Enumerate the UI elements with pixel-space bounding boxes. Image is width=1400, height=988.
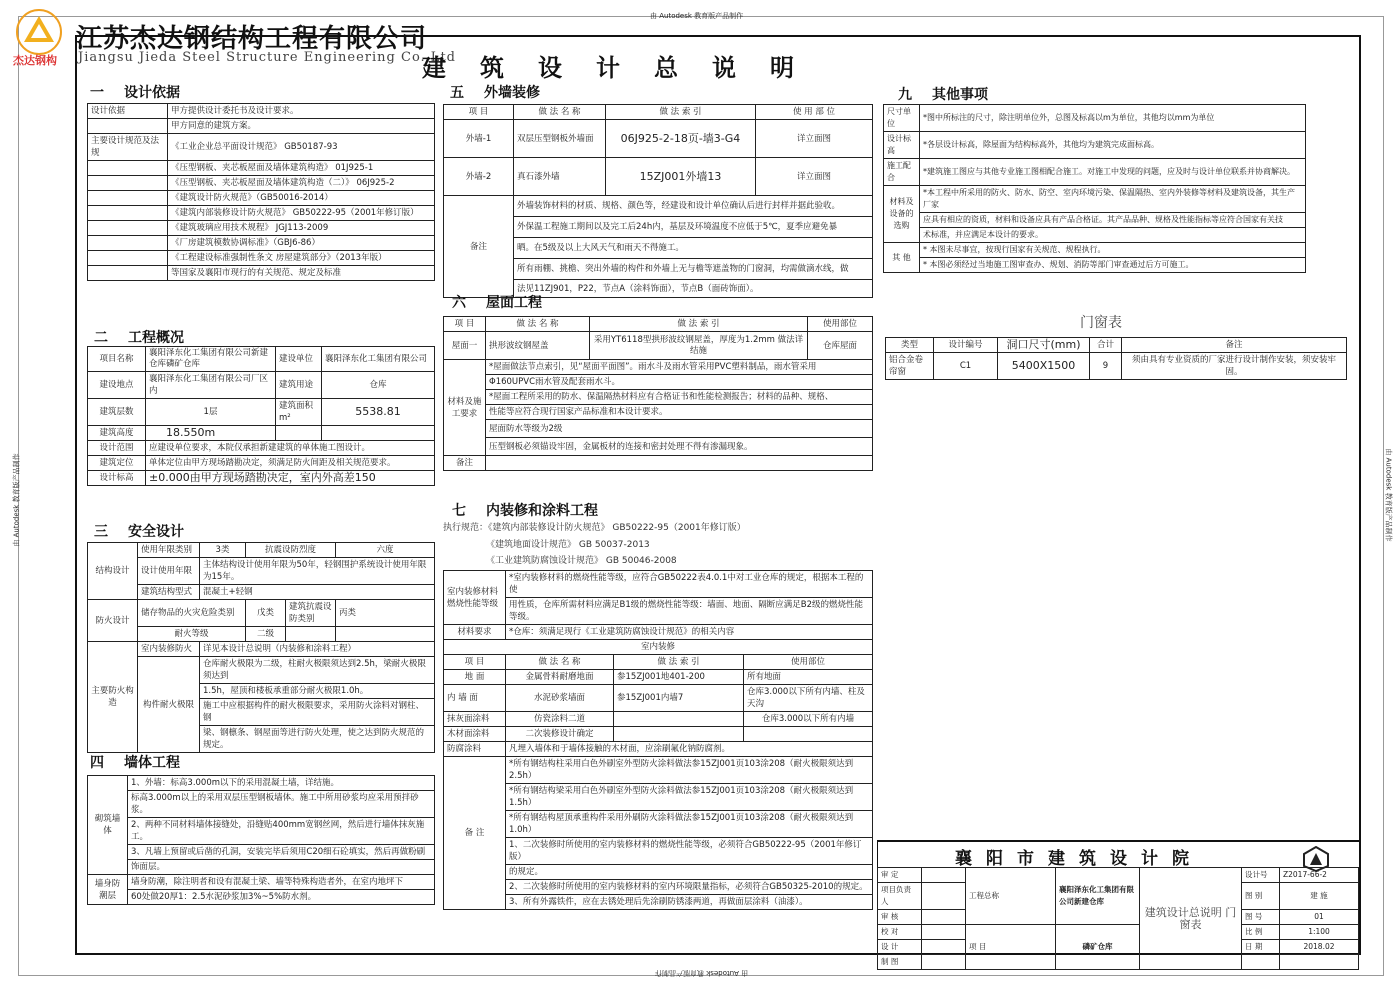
other-matters-table: 尺寸单位 *图中所标注的尺寸，除注明单位外，总图及标高以m为单位，其他均以mm为单位 设计标高 *各层设计标高，除屋面为结构标高外，其他均为建筑完成面标高。 施工配合 *建筑施工图应与其他专业施工图相配合施工。对施工中发现的问题，应及时与设计单位联系并协商解决。 材料及设备的选购 *本工程中所采用的防火、防水、防空、室内环境污染、保温隔热、室内外装修等材料及建筑设备，其生产厂家 应具有相应的资质，材料和设备应具有产品合格证。其产品品种、规格及性能指标等应符合国家有关技 术标准，并应满足本设计的要求。 其 他 * 本图未尽事宜，按现行国家有关规范、规程执行。 * 本图必须经过当地施工图审查办、规划、消防等部门审查通过后方可施工。 — [883, 104, 1306, 273]
door-window-title: 门窗表 — [1080, 315, 1122, 331]
title-block-table: 审 定 工程总称 襄阳泽东化工集团有限公司新建仓库 建筑设计总说明 门窗表 设计号 Z2017-66-2 项目负责人 图 别 建 施 审 核 图 号 01 校 对 项 目 磷矿仓库 比 例 1:100 设 计 日 期 2018.02 制 图 — [877, 867, 1359, 970]
watermark-bottom: 由 Autodesk 教育版产品制作 — [655, 969, 749, 977]
company-name-en: Jiangsu Jieda Steel Structure Engineering Co.,Ltd — [78, 50, 456, 65]
watermark-left: 由 Autodesk 教育版产品制作 — [12, 453, 21, 547]
section-5-heading: 五 外墙装修 — [450, 85, 540, 101]
section-2-heading: 二 工程概况 — [94, 330, 184, 346]
roof-works-table: 项 目 做 法 名 称 做 法 索 引 使用部位 屋面一 拱形波纹钢屋盖 采用YT6118型拱形波纹钢屋盖，厚度为1.2mm 做法详结施 仓库屋面 材料及施工要求 *屋面做法节点索引，见“屋面平面图”。雨水斗及雨水管采用PVC塑料制品，雨水管采用 Φ160UPVC雨水管及配套雨水斗。 *屋面工程所采用的防水、保温隔热材料应有合格证书和性能检测报告；材料的品种、规格、 性能等应符合现行国家产品标准和本设计要求。 屋面防水等级为2级 压型钢板必须锚设牢固，金属板材的连接和密封处理不得有渗漏现象。 备注 — [443, 316, 873, 471]
exterior-wall-table: 项 目 做 法 名 称 做 法 索 引 使 用 部 位 外墙-1 双层压型钢板外墙面 06J925-2-18页-墙3-G4 详立面图 外墙-2 真石漆外墙 15ZJ001外墙13 详立面图 备注 外墙装饰材料的材质、规格、颜色等，经建设和设计单位确认后进行封样并据此验收。 外保温工程施工期间以及完工后24h内，基层及环境温度不应低于5℃，夏季应避免暴 晒。在5级及以上大风天气和雨天不得施工。 所有雨棚、挑檐、突出外墙的构件和外墙上无与檐等遮盖物的门窗洞，均需做滴水线，做 法见11ZJ901，P22，节点A（涂料饰面），节点B（面砖饰面）。 — [443, 104, 873, 298]
section-1-heading: 一 设计依据 — [90, 85, 180, 101]
company-name-cn: 江苏杰达钢结构工程有限公司 — [76, 24, 428, 54]
logo-text: 杰达钢构 — [13, 54, 57, 67]
design-basis-table: 设计依据 甲方提供设计委托书及设计要求。 甲方同意的建筑方案。 主要设计规范及法规 《工业企业总平面设计规范》 GB50187-93 《压型钢板、夹芯板屋面及墙体建筑构造》 01J925-1 《压型钢板、夹芯板屋面及墙体建筑构造（二）》 06J925-2 《建筑设计防火规范》（GB50016-2014） 《建筑内部装修设计防火规范》 GB50222-95（2001年修订版） 《建筑玻璃应用技术规程》 JGJ113-2009 《厂房建筑模数协调标准》（GBJ6-86） 《工程建设标准强制性条文 房屋建筑部分》（2013年版） 等国家及襄阳市现行的有关规范、规定及标准 — [87, 103, 435, 281]
safety-design-table: 结构设计 使用年限类别 3类 抗震设防烈度 六度 设计使用年限 主体结构设计使用年限为50年，轻钢围护系统设计使用年限为15年。 建筑结构型式 混凝土+轻钢 防火设计 储存物品的火灾危险类别 戊类 建筑抗震设防类别 丙类 耐火等级 二级 主要防火构造 室内装修防火 详见本设计总说明（内装修和涂料工程） 构件耐火极限 仓库耐火极限为二级，柱耐火极限须达到2.5h，梁耐火极限须达到 1.5h，屋顶和楼板承重部分耐火极限1.0h。 施工中应根据构件的耐火极限要求，采用防火涂料对钢柱、钢 梁、钢檩条、钢屋面等进行防火处理，使之达到防火规范的规定。 — [87, 542, 435, 753]
standard-line-3: 《工业建筑防腐蚀设计规范》 GB 50046-2008 — [486, 556, 677, 566]
section-6-heading: 六 屋面工程 — [452, 295, 542, 311]
standard-line-2: 《建筑地面设计规范》 GB 50037-2013 — [486, 540, 650, 550]
section-7-heading: 七 内装修和涂料工程 — [452, 503, 598, 519]
page-title: 建筑设计总说明 — [422, 53, 828, 82]
door-window-table: 类型 设计编号 洞口尺寸(mm) 合计 备注 铝合金卷帘窗 C1 5400X1500 9 须由具有专业资质的厂家进行设计制作安装，须安装牢固。 — [885, 337, 1347, 380]
company-logo-icon — [8, 6, 70, 56]
wall-works-table: 砌筑墙体 1、外墙：标高3.000m以下的采用混凝土墙，详结施。 标高3.000m以上的采用双层压型钢板墙体。施工中所用砂浆均应采用预拌砂浆。 2、两种不同材料墙体接缝处，沿缝贴400mm宽钢丝网，然后进行墙体抹灰施工。 3、凡墙上预留或后凿的孔洞，安装完毕后须用C20细石砼填实，然后再做粉刷 饰面层。 墙身防潮层 墙身防潮，除注明者和设有混凝土梁、墙等特殊构造者外，在室内地坪下 60处做20厚1：2.5水泥砂浆加3%~5%防水剂。 — [87, 775, 435, 905]
watermark-top: 由 Autodesk 教育版产品制作 — [650, 12, 744, 20]
section-3-heading: 三 安全设计 — [94, 524, 184, 540]
standard-line-1: 执行规范：《建筑内部装修设计防火规范》 GB50222-95（2001年修订版） — [443, 523, 746, 533]
watermark-right: 由 Autodesk 教育版产品制作 — [1384, 448, 1393, 542]
project-overview-table: 项目名称 襄阳泽东化工集团有限公司新建仓库磷矿仓库 建设单位 襄阳泽东化工集团有限公司 建设地点 襄阳泽东化工集团有限公司厂区内 建筑用途 仓库 建筑层数 1层 建筑面积m² 5538.81 建筑高度 18.550m 设计范围 应建设单位要求，本院仅承担新建建筑的单体施工图设计。 建筑定位 单体定位由甲方现场踏勘决定，须满足防火间距及相关规范要求。 设计标高 ±0.000由甲方现场踏勘决定，室内外高差150 — [87, 346, 435, 486]
institute-name: 襄阳市建筑设计院 — [955, 849, 1203, 869]
interior-works-table: 室内装修材料燃烧性能等级 *室内装修材料的燃烧性能等级，应符合GB50222表4.0.1中对工业仓库的规定，根据本工程的使 用性质，仓库所需材料应满足B1级的燃烧性能等级：墙面、地面、隔断应满足B2级的燃烧性能等级。 材料要求 *仓库：须满足现行《工业建筑防腐蚀设计规范》的相关内容 室内装修 项 目 做 法 名 称 做 法 索 引 使用部位 地 面 金属骨料耐磨地面 参15ZJ001地401-200 所有地面 内 墙 面 水泥砂浆墙面 参15ZJ001内墙7 仓库3.000以下所有内墙、柱及天沟 抹灰面涂料 仿瓷涂料二道 仓库3.000以下所有内墙 木材面涂料 二次装修设计确定 防腐涂料 凡埋入墙体和于墙体接触的木材面，应涂刷氟化钠防腐剂。 备 注 *所有钢结构柱采用白色外刷室外型防火涂料做法参15ZJ001页103涂208（耐火极限须达到2.5h） *所有钢结构梁采用白色外刷室外型防火涂料做法参15ZJ001页103涂208（耐火极限须达到1.5h） *所有钢结构屋顶承重构件采用外刷防火涂料做法参15ZJ001页103涂208（耐火极限须达到1.0h） 1、二次装修时所使用的室内装修材料的燃烧性能等级，必须符合GB50222-95（2001年修订版） 的规定。 2、二次装修时所使用的室内装修材料的室内环境限量指标，必须符合GB50325-2010的规定。 3、所有外露铁件，应在去锈处理后先涂刷防锈漆两道，再做面层涂料（油漆）。 — [443, 570, 873, 910]
section-4-heading: 四 墙体工程 — [90, 755, 180, 771]
section-9-heading: 九 其他事项 — [898, 87, 988, 103]
